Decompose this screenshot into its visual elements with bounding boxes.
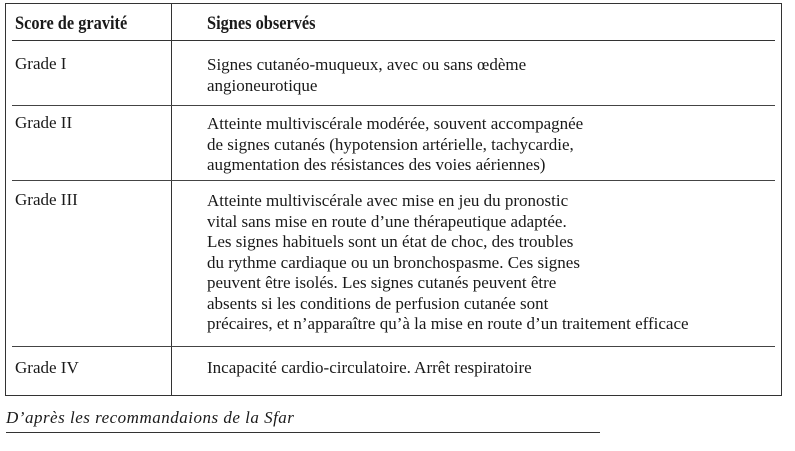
- header-score: Score de gravité: [15, 13, 128, 34]
- row-2-line-1: Atteinte multiviscérale modérée, souvent accompagnée: [207, 114, 584, 133]
- row-3-grade: Grade III: [15, 190, 78, 209]
- row-3-line-5: peuvent être isolés. Les signes cutanés peuvent être: [207, 273, 557, 292]
- row-4-grade: Grade IV: [15, 358, 79, 377]
- column-divider: [171, 3, 172, 396]
- row-3-line-7: précaires, et n’apparaître qu’à la mise en route d’un traitement efficace: [207, 314, 689, 333]
- row-3-line-2: vital sans mise en route d’une thérapeutique adaptée.: [207, 211, 567, 231]
- row-2-signs: [207, 114, 583, 176]
- row-4-signs: [207, 358, 532, 379]
- row-rule-3: [12, 346, 775, 347]
- row-1-grade: Grade I: [15, 54, 67, 73]
- header-signs: Signes observés: [207, 13, 316, 34]
- row-3-line-4: du rythme cardiaque ou un bronchospasme. Ces signes: [207, 252, 580, 272]
- row-4-line-1: Incapacité cardio-circulatoire. Arrêt respiratoire: [207, 358, 532, 377]
- row-1-line-1: Signes cutanéo-muqueux, avec ou sans œdème: [207, 55, 527, 74]
- row-2-line-3: augmentation des résistances des voies aériennes): [207, 155, 546, 174]
- row-1-line-2: angioneurotique: [207, 75, 318, 95]
- row-3-line-3: Les signes habituels sont un état de choc, des troubles: [207, 232, 574, 251]
- row-rule-2: [12, 180, 775, 181]
- header-rule: [12, 40, 775, 41]
- row-3-line-1: Atteinte multiviscérale avec mise en jeu du pronostic: [207, 191, 569, 210]
- row-1-signs: [207, 55, 526, 96]
- row-3-signs: [207, 191, 689, 335]
- row-2-grade: Grade II: [15, 113, 73, 132]
- row-rule-1: [12, 105, 775, 106]
- row-2-line-2: de signes cutanés (hypotension artérielle, tachycardie,: [207, 134, 574, 154]
- source-rule: [6, 432, 600, 433]
- source-note: D’après les recommandaions de la Sfar: [6, 408, 295, 427]
- row-3-line-6: absents si les conditions de perfusion cutanée sont: [207, 293, 549, 313]
